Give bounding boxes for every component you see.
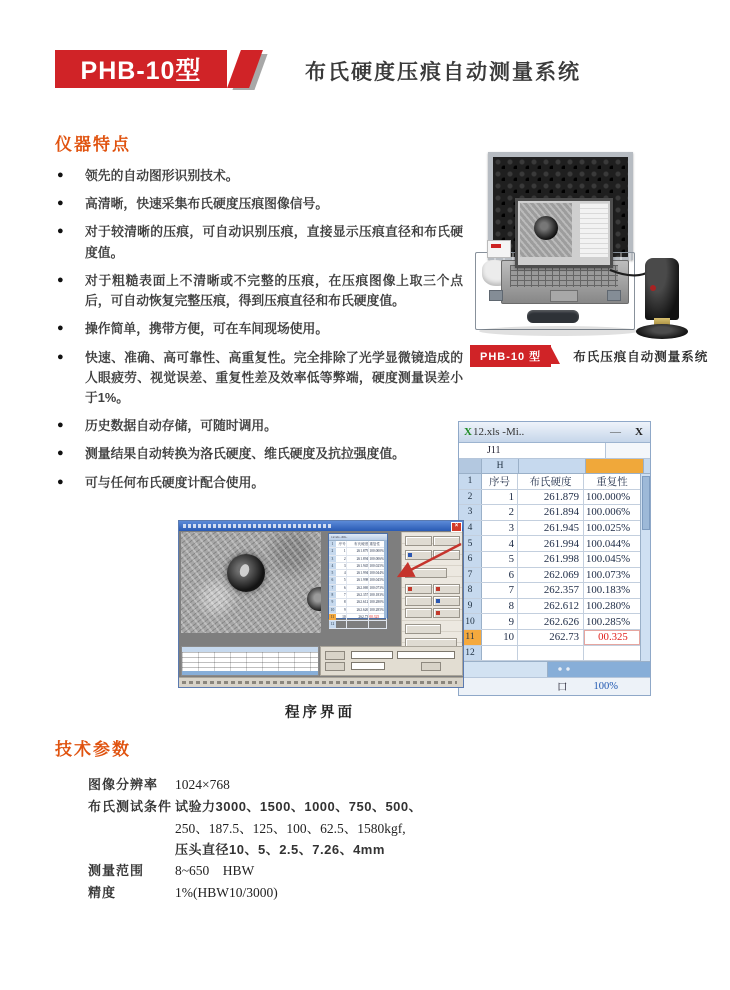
device-caption-badge: PHB-10 型: [470, 345, 551, 367]
select-all-corner: [459, 459, 482, 473]
feature-item: [55, 416, 463, 436]
spreadsheet-figure: [458, 421, 651, 696]
panel-button: [325, 651, 345, 660]
sheet-row: [459, 474, 650, 490]
row-number: 7: [459, 568, 482, 583]
row-number: 11: [459, 630, 482, 645]
cell-repeatability: 重复性: [584, 474, 641, 489]
cell-index: 6: [482, 568, 518, 583]
cell-reference: J11: [459, 443, 606, 458]
indentation-image: [181, 532, 321, 633]
tech-section: [55, 735, 485, 903]
cell-repeatability: [584, 646, 641, 661]
panel-button: [433, 608, 460, 618]
tech-row: [88, 796, 485, 818]
embedded-sheet-row: 1 序号 布氏硬度 重复性: [329, 541, 387, 548]
row-number: 9: [459, 599, 482, 614]
panel-button: [421, 662, 441, 671]
device-photo: [455, 140, 730, 340]
sheet-rows: [459, 474, 650, 661]
embedded-sheet-row: 11 10 262.73 00.325: [329, 614, 387, 621]
column-header-selected: [586, 459, 644, 473]
device-caption: [470, 346, 708, 366]
column-header-blank: [519, 459, 586, 473]
row-number: 12: [459, 646, 482, 661]
model-badge-label: PHB-10型: [80, 57, 202, 85]
tech-label: 图像分辨率: [88, 777, 159, 792]
minimize-icon: —: [610, 426, 622, 438]
sheet-tab: [459, 662, 548, 677]
panel-button: [405, 608, 432, 618]
horizontal-scrollbar: [548, 662, 650, 677]
row-number: 10: [459, 614, 482, 629]
panel-button: [405, 596, 432, 606]
row-number: 1: [459, 474, 482, 489]
features-section: [55, 130, 463, 501]
row-number: 4: [459, 521, 482, 536]
sheet-row: [459, 630, 650, 646]
probe-cable: [455, 140, 730, 340]
tech-value: 250、187.5、125、100、62.5、1580kgf,: [175, 821, 406, 836]
cell-repeatability: 100.044%: [584, 536, 641, 551]
embedded-sheet-titlebar: 12.xls -Mi..: [329, 534, 387, 541]
row-number: 5: [459, 536, 482, 551]
cell-index: 5: [482, 552, 518, 567]
annotation-arrow: [385, 538, 463, 586]
panel-input: [351, 651, 393, 659]
embedded-sheet-row: 5 4 261.994 100.044%: [329, 570, 387, 577]
bullet-icon: ●: [57, 169, 64, 181]
selection-mode-icon: 口: [557, 682, 568, 694]
program-status-bar: [179, 677, 463, 687]
zoom-level: 100%: [593, 681, 618, 693]
tech-label: 精度: [88, 884, 117, 900]
tech-value: 8~650 HBW: [175, 863, 255, 878]
close-icon: X: [635, 426, 643, 438]
results-table: [181, 646, 319, 676]
panel-button: [433, 596, 460, 606]
excel-file-icon: X: [464, 426, 472, 438]
embedded-sheet-row: 7 6 262.069 100.073%: [329, 585, 387, 592]
feature-text: 对于较清晰的压痕，可自动识别压痕，直接显示压痕直径和布氏硬度值。: [85, 224, 463, 260]
cell-hardness: 262.357: [518, 583, 584, 598]
cell-index: 4: [482, 536, 518, 551]
cell-hardness: 261.879: [518, 490, 584, 505]
feature-item: [55, 166, 463, 186]
probe-base: [636, 324, 688, 339]
embedded-sheet-row: 8 7 262.357 100.183%: [329, 592, 387, 599]
model-badge: [55, 50, 227, 88]
embedded-sheet-row: 3 2 261.894 100.006%: [329, 556, 387, 563]
cell-index: 7: [482, 583, 518, 598]
panel-input: [351, 662, 385, 670]
spreadsheet-filename: 12.xls -Mi..: [472, 426, 525, 438]
column-header-label: H: [482, 459, 519, 473]
panel-button: [405, 624, 441, 634]
embedded-sheet-row: 2 1 261.879 100.000%: [329, 548, 387, 555]
cell-repeatability: 100.006%: [584, 505, 641, 520]
results-panel: [320, 646, 463, 676]
cell-hardness: 布氏硬度: [518, 474, 584, 489]
row-number: 2: [459, 490, 482, 505]
row-number: 6: [459, 552, 482, 567]
cell-index: 10: [482, 630, 518, 645]
embedded-sheet-row: 6 5 261.998 100.045%: [329, 577, 387, 584]
embedded-spreadsheet: [328, 533, 388, 627]
tech-row: [88, 839, 485, 861]
features-list: [55, 166, 463, 493]
cell-hardness: 262.612: [518, 599, 584, 614]
program-titlebar: [179, 521, 463, 531]
tech-row: [88, 882, 485, 904]
feature-text: 对于粗糙表面上不清晰或不完整的压痕，在压痕图像上取三个点后，可自动恢复完整压痕，得到压痕直径和布氏硬度值。: [85, 272, 463, 309]
feature-text: 高清晰，快速采集布氏硬度压痕图像信号。: [85, 196, 329, 212]
formula-box: [606, 443, 650, 458]
embedded-sheet-row: 10 9 262.626 100.285%: [329, 607, 387, 614]
cell-index: 2: [482, 505, 518, 520]
sheet-row: [459, 505, 650, 521]
tech-value: 压头直径10、5、2.5、7.26、4mm: [175, 841, 385, 857]
sheet-row: [459, 599, 650, 615]
row-number: 8: [459, 583, 482, 598]
sheet-row: [459, 646, 650, 662]
sheet-row: [459, 552, 650, 568]
feature-item: [55, 348, 463, 409]
cell-repeatability: 100.285%: [584, 614, 641, 629]
cell-repeatability: 100.045%: [584, 552, 641, 567]
embedded-sheet-row: 9 8 262.612 100.280%: [329, 599, 387, 606]
cell-repeatability: 100.183%: [584, 583, 641, 598]
cell-name-box-row: [459, 443, 650, 459]
cell-index: [482, 646, 518, 661]
program-caption: 程序界面: [285, 705, 355, 721]
bullet-icon: ●: [57, 475, 64, 488]
bullet-icon: ●: [57, 447, 64, 460]
bullet-icon: ●: [57, 225, 64, 238]
cell-hardness: 262.73: [518, 630, 584, 645]
tech-table: [88, 774, 485, 903]
sheet-row: [459, 490, 650, 506]
tech-heading: 技术参数: [55, 740, 131, 759]
cell-repeatability: 100.073%: [584, 568, 641, 583]
probe-camera: [645, 258, 679, 320]
sheet-row: [459, 614, 650, 630]
sheet-row: [459, 568, 650, 584]
tech-value: 1024×768: [175, 777, 230, 792]
tech-label: 布氏测试条件: [88, 798, 173, 814]
cell-hardness: 261.998: [518, 552, 584, 567]
spreadsheet-titlebar: [459, 422, 650, 443]
bullet-icon: ●: [57, 419, 64, 432]
column-header-row: [459, 459, 650, 474]
embedded-sheet-rows: [329, 541, 387, 629]
cell-repeatability: 100.000%: [584, 490, 641, 505]
cell-repeatability: 100.025%: [584, 521, 641, 536]
cell-hardness: [518, 646, 584, 661]
features-heading: 仪器特点: [55, 135, 131, 154]
feature-text: 可与任何布氏硬度计配合使用。: [85, 474, 265, 490]
sheet-row: [459, 536, 650, 552]
tech-row: [88, 817, 485, 839]
sheet-tab-strip: [459, 661, 650, 677]
feature-item: [55, 473, 463, 493]
tech-value: 1%(HBW10/3000): [175, 884, 278, 900]
cell-index: 9: [482, 614, 518, 629]
feature-item: [55, 271, 463, 311]
cell-repeatability: 00.325: [584, 630, 641, 645]
feature-text: 领先的自动图形识别技术。: [85, 168, 239, 183]
program-title-text: [183, 524, 333, 528]
cell-hardness: 261.994: [518, 536, 584, 551]
sheet-row: [459, 583, 650, 599]
tech-row: [88, 860, 485, 882]
cell-repeatability: 100.280%: [584, 599, 641, 614]
feature-text: 历史数据自动存储，可随时调用。: [85, 418, 277, 434]
feature-item: [55, 319, 463, 339]
cell-hardness: 262.069: [518, 568, 584, 583]
bullet-icon: ●: [57, 273, 64, 286]
sheet-status-bar: [459, 677, 650, 695]
cell-hardness: 262.626: [518, 614, 584, 629]
cell-index: 序号: [482, 474, 518, 489]
cell-index: 1: [482, 490, 518, 505]
secondary-indentation: [307, 587, 321, 611]
panel-input: [397, 651, 455, 659]
embedded-sheet-row: 12: [329, 621, 387, 628]
vertical-scrollbar: [640, 474, 650, 661]
feature-item: [55, 444, 463, 464]
close-icon: ×: [451, 522, 462, 532]
embedded-sheet-row: 4 3 261.945 100.025%: [329, 563, 387, 570]
feature-text: 操作简单，携带方便，可在车间现场使用。: [85, 321, 329, 337]
cell-hardness: 261.894: [518, 505, 584, 520]
sheet-grid: [459, 474, 650, 661]
panel-button: [325, 662, 345, 671]
tech-label: 测量范围: [88, 863, 145, 878]
tech-value: 试验力3000、1500、1000、750、500、: [175, 798, 423, 814]
feature-text: 快速、准确、高可靠性、高重复性。完全排除了光学显微镜造成的人眼疲劳、视觉误差、重复性差及效率低等弊端，硬度测量误差小于1%。: [85, 349, 463, 405]
bullet-icon: ●: [57, 350, 64, 363]
bullet-icon: ●: [57, 197, 64, 210]
feature-item: [55, 222, 463, 262]
cell-index: 8: [482, 599, 518, 614]
feature-text: 测量结果自动转换为洛氏硬度、维氏硬度及抗拉强度值。: [85, 446, 405, 462]
device-caption-text: 布氏压痕自动测量系统: [573, 350, 709, 364]
row-number: 3: [459, 505, 482, 520]
indentation-crater: [227, 554, 265, 592]
cell-hardness: 261.945: [518, 521, 584, 536]
cell-index: 3: [482, 521, 518, 536]
tech-row: [88, 774, 485, 796]
sheet-row: [459, 521, 650, 537]
bullet-icon: ●: [57, 322, 64, 335]
feature-item: [55, 194, 463, 214]
page-title: 布氏硬度压痕自动测量系统: [305, 61, 581, 84]
